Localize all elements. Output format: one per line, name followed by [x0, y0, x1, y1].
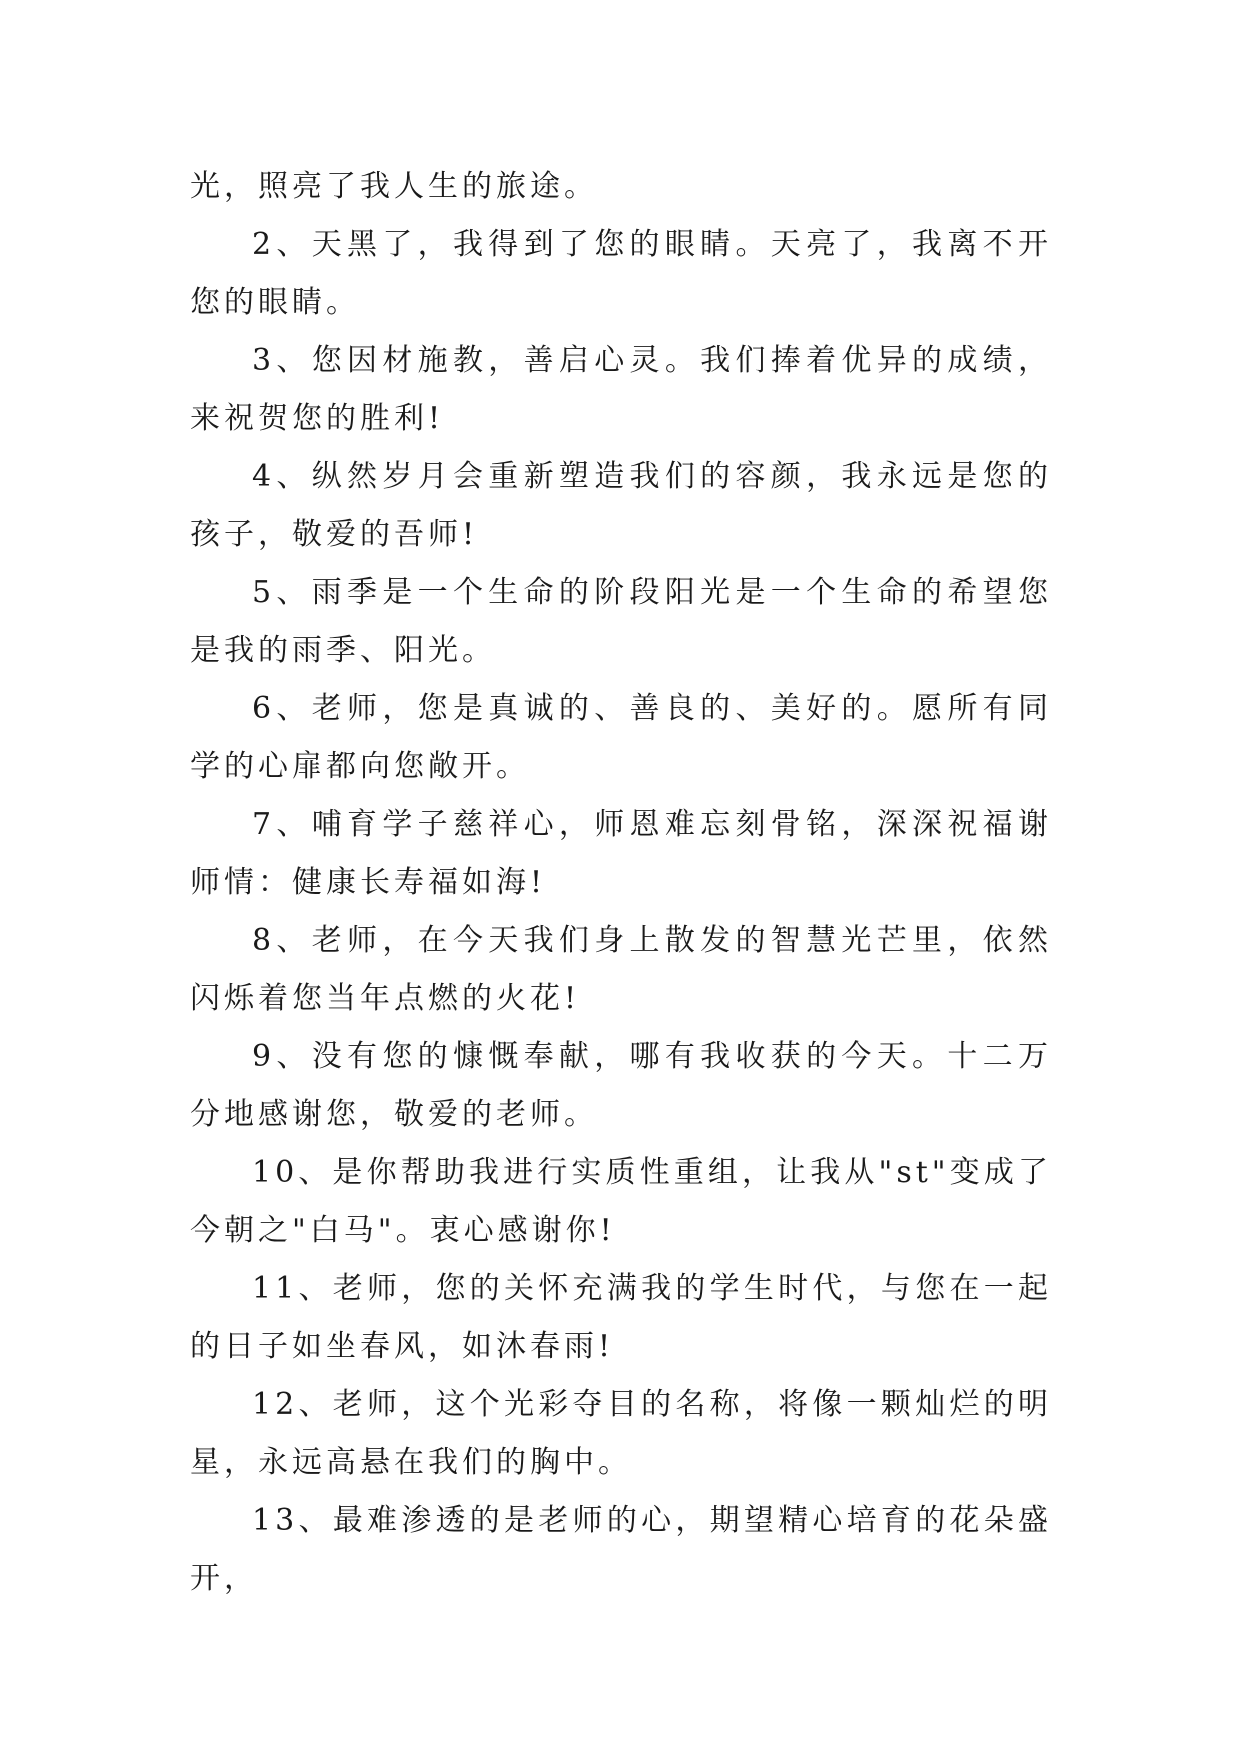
paragraph-9: 9、没有您的慷慨奉献，哪有我收获的今天。十二万分地感谢您，敬爱的老师。	[190, 1039, 1052, 1132]
paragraph-3: 3、您因材施教，善启心灵。我们捧着优异的成绩，来祝贺您的胜利!	[190, 343, 1052, 436]
paragraph-11: 11、老师，您的关怀充满我的学生时代，与您在一起的日子如坐春风，如沐春雨!	[190, 1271, 1052, 1364]
paragraph-4: 4、纵然岁月会重新塑造我们的容颜，我永远是您的孩子，敬爱的吾师!	[190, 459, 1052, 552]
paragraph-8: 8、老师，在今天我们身上散发的智慧光芒里，依然闪烁着您当年点燃的火花!	[190, 923, 1052, 1016]
paragraph-2: 2、天黑了，我得到了您的眼睛。天亮了，我离不开您的眼睛。	[190, 227, 1052, 320]
paragraph-10: 10、是你帮助我进行实质性重组，让我从"st"变成了今朝之"白马"。衷心感谢你!	[190, 1155, 1052, 1248]
document-body	[190, 158, 1052, 1608]
paragraph-5: 5、雨季是一个生命的阶段阳光是一个生命的希望您是我的雨季、阳光。	[190, 575, 1052, 668]
paragraph-12: 12、老师，这个光彩夺目的名称，将像一颗灿烂的明星，永远高悬在我们的胸中。	[190, 1387, 1052, 1480]
paragraph-7: 7、哺育学子慈祥心，师恩难忘刻骨铭，深深祝福谢师情：健康长寿福如海!	[190, 807, 1052, 900]
paragraph-1: 光，照亮了我人生的旅途。	[190, 169, 598, 204]
paragraph-13: 13、最难渗透的是老师的心，期望精心培育的花朵盛开，	[190, 1503, 1052, 1596]
paragraph-6: 6、老师，您是真诚的、善良的、美好的。愿所有同学的心扉都向您敞开。	[190, 691, 1052, 784]
